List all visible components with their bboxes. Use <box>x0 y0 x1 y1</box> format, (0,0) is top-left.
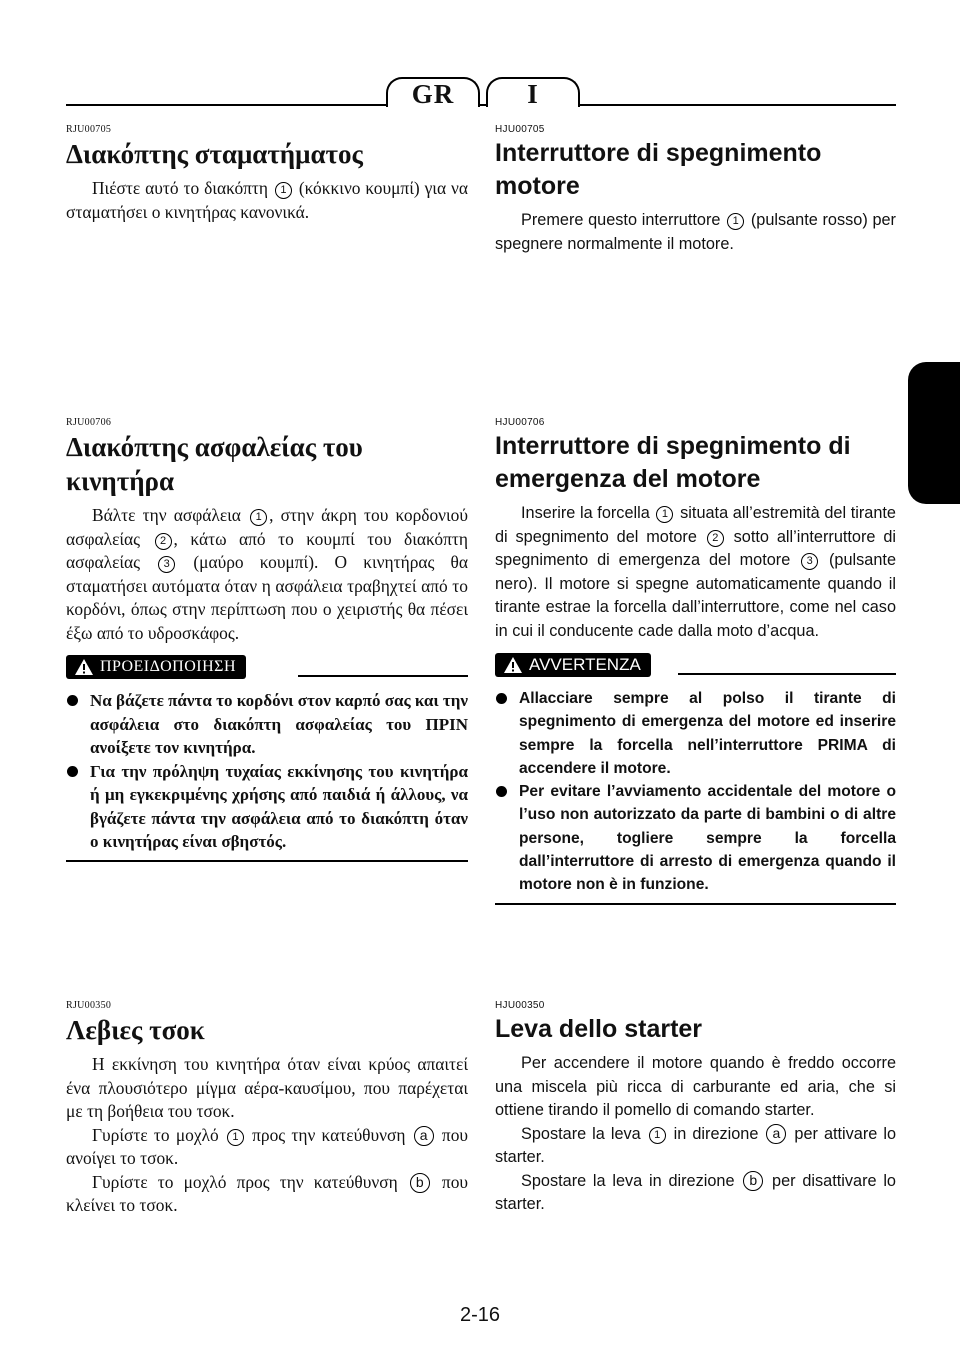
callout-number: 1 <box>727 213 744 230</box>
callout-letter: a <box>766 1124 786 1144</box>
greek-section-choke-lever <box>66 1000 468 1218</box>
callout-number: 1 <box>649 1127 666 1144</box>
callout-number: 2 <box>155 533 172 550</box>
paragraph: Πιέστε αυτό το διακόπτη 1 (κόκκινο κουμπί) για να σταματήσει ο κινητήρας κανονικά. <box>66 178 468 222</box>
section-title: Interruttore di spegnimento motore <box>495 139 822 200</box>
bullet-icon <box>496 693 507 704</box>
bullet-icon <box>496 786 507 797</box>
warning-label: ΠΡΟΕΙΔΟΠΟΙΗΣΗ <box>66 655 246 679</box>
section-title: Διακόπτης ασφαλείας του κινητήρα <box>66 432 363 496</box>
section-title: Leva dello starter <box>495 1015 703 1043</box>
section-code: HJU00706 <box>495 417 545 428</box>
bullet-icon <box>67 766 78 777</box>
section-title: Λεβιες τσοκ <box>66 1015 205 1045</box>
paragraph: Η εκκίνηση του κινητήρα όταν είναι κρύος απαιτεί ένα πλουσιότερο μίγμα αέρα-καυσίμου, που παρέχεται με τη βοήθεια του τσοκ. <box>66 1054 468 1121</box>
warning-rule <box>678 673 896 675</box>
section-title: Interruttore di spegnimento di emergenza del motore <box>495 432 851 493</box>
italian-section-emergency-switch <box>495 417 896 905</box>
callout-letter: a <box>414 1126 434 1146</box>
callout-letter: b <box>410 1173 430 1193</box>
language-tab-greek: GR <box>386 77 480 107</box>
warning-end-rule <box>495 903 896 905</box>
section-code: RJU00706 <box>66 417 112 428</box>
paragraph: Premere questo interruttore 1 (pulsante rosso) per spegnere normalmente il motore. <box>495 211 896 253</box>
warning-item: Για την πρόληψη τυχαίας εκκίνησης του κινητήρα ή μη εγκεκριμένης χρήσης από παιδιά ή άλλους, να βγάζετε πάντα την ασφάλεια από το διακόπτη όταν ο κινητήρας είναι σβηστός. <box>66 760 468 854</box>
callout-number: 3 <box>158 556 175 573</box>
section-code: RJU00350 <box>66 1000 112 1011</box>
language-tab-italian: I <box>486 77 580 107</box>
warning-item: Να βάζετε πάντα το κορδόνι στον καρπό σας και την ασφάλεια στο διακόπτη ασφαλείας του ΠΡΙΝ ανοίξετε τον κινητήρα. <box>66 689 468 760</box>
warning-list <box>66 689 468 854</box>
warning-triangle-icon <box>74 658 94 676</box>
section-code: RJU00705 <box>66 124 112 135</box>
section-code: HJU00350 <box>495 1000 545 1011</box>
warning-item: Allacciare sempre al polso il tirante di spegnimento di emergenza del motore ed inserire sempre la forcella nell’interruttore PRIMA di accendere il motore. <box>495 687 896 780</box>
italian-section-stop-switch <box>495 124 896 256</box>
warning-rule <box>298 675 468 677</box>
paragraph: Per accendere il motore quando è freddo occorre una miscela più ricca di carburante ed aria, che si ottiene tirando il pomello di comando starter. <box>495 1054 896 1119</box>
section-code: HJU00705 <box>495 124 545 135</box>
paragraph: Inserire la forcella 1 situata all’estremità del tirante di spegnimento del motore 2 sotto all’interruttore di spegnimento di emergenza del motore 3 (pulsante nero). Il motore si spegne automaticamente quando il tirante estrae la forcella dall’interruttore, come nel caso in cui il conducente cade dalla moto d’acqua. <box>495 504 896 640</box>
callout-number: 3 <box>801 553 818 570</box>
paragraph: Spostare la leva in direzione b per disattivare lo starter. <box>495 1171 896 1213</box>
warning-header <box>495 653 896 679</box>
section-title: Διακόπτης σταματήματος <box>66 139 363 169</box>
warning-item: Per evitare l’avviamento accidentale del motore o l’uso non autorizzato da parte di bambini o di altre persone, togliere sempre la forcella dall’interruttore di arresto di emergenza quando il motore non è in funzione. <box>495 780 896 896</box>
page-number: 2-16 <box>459 1304 501 1326</box>
callout-number: 1 <box>656 506 673 523</box>
paragraph: Spostare la leva 1 in direzione a per attivare lo starter. <box>495 1124 896 1166</box>
greek-section-stop-switch <box>66 124 468 224</box>
callout-letter: b <box>743 1171 763 1191</box>
paragraph: Γυρίστε το μοχλό 1 προς την κατεύθυνση a που ανοίγει το τσοκ. <box>66 1124 468 1168</box>
callout-number: 2 <box>707 530 724 547</box>
warning-label: AVVERTENZA <box>495 653 651 677</box>
italian-section-choke-lever <box>495 1000 896 1217</box>
warning-triangle-icon <box>503 656 523 674</box>
paragraph: Βάλτε την ασφάλεια 1 , στην άκρη του κορδονιού ασφαλείας 2 , κάτω από το κουμπί του διακόπτη ασφαλείας 3 (μαύρο κουμπί). Ο κινητήρας θα σταματήσει αυτόματα όταν η ασφάλεια τραβηχτεί από το κορδόνι, όπως στην περίπτωση που ο χειριστής θα πέσει έξω από το υδροσκάφος. <box>66 505 468 643</box>
paragraph: Γυρίστε το μοχλό προς την κατεύθυνση b που κλείνει το τσοκ. <box>66 1171 468 1215</box>
greek-section-safety-switch <box>66 417 468 862</box>
warning-header <box>66 655 468 681</box>
callout-number: 1 <box>275 182 292 199</box>
warning-end-rule <box>66 860 468 862</box>
warning-list <box>495 687 896 897</box>
bullet-icon <box>67 695 78 706</box>
header-rule <box>66 104 896 106</box>
callout-number: 1 <box>227 1129 244 1146</box>
callout-number: 1 <box>250 509 267 526</box>
chapter-thumb-tab <box>908 362 960 504</box>
